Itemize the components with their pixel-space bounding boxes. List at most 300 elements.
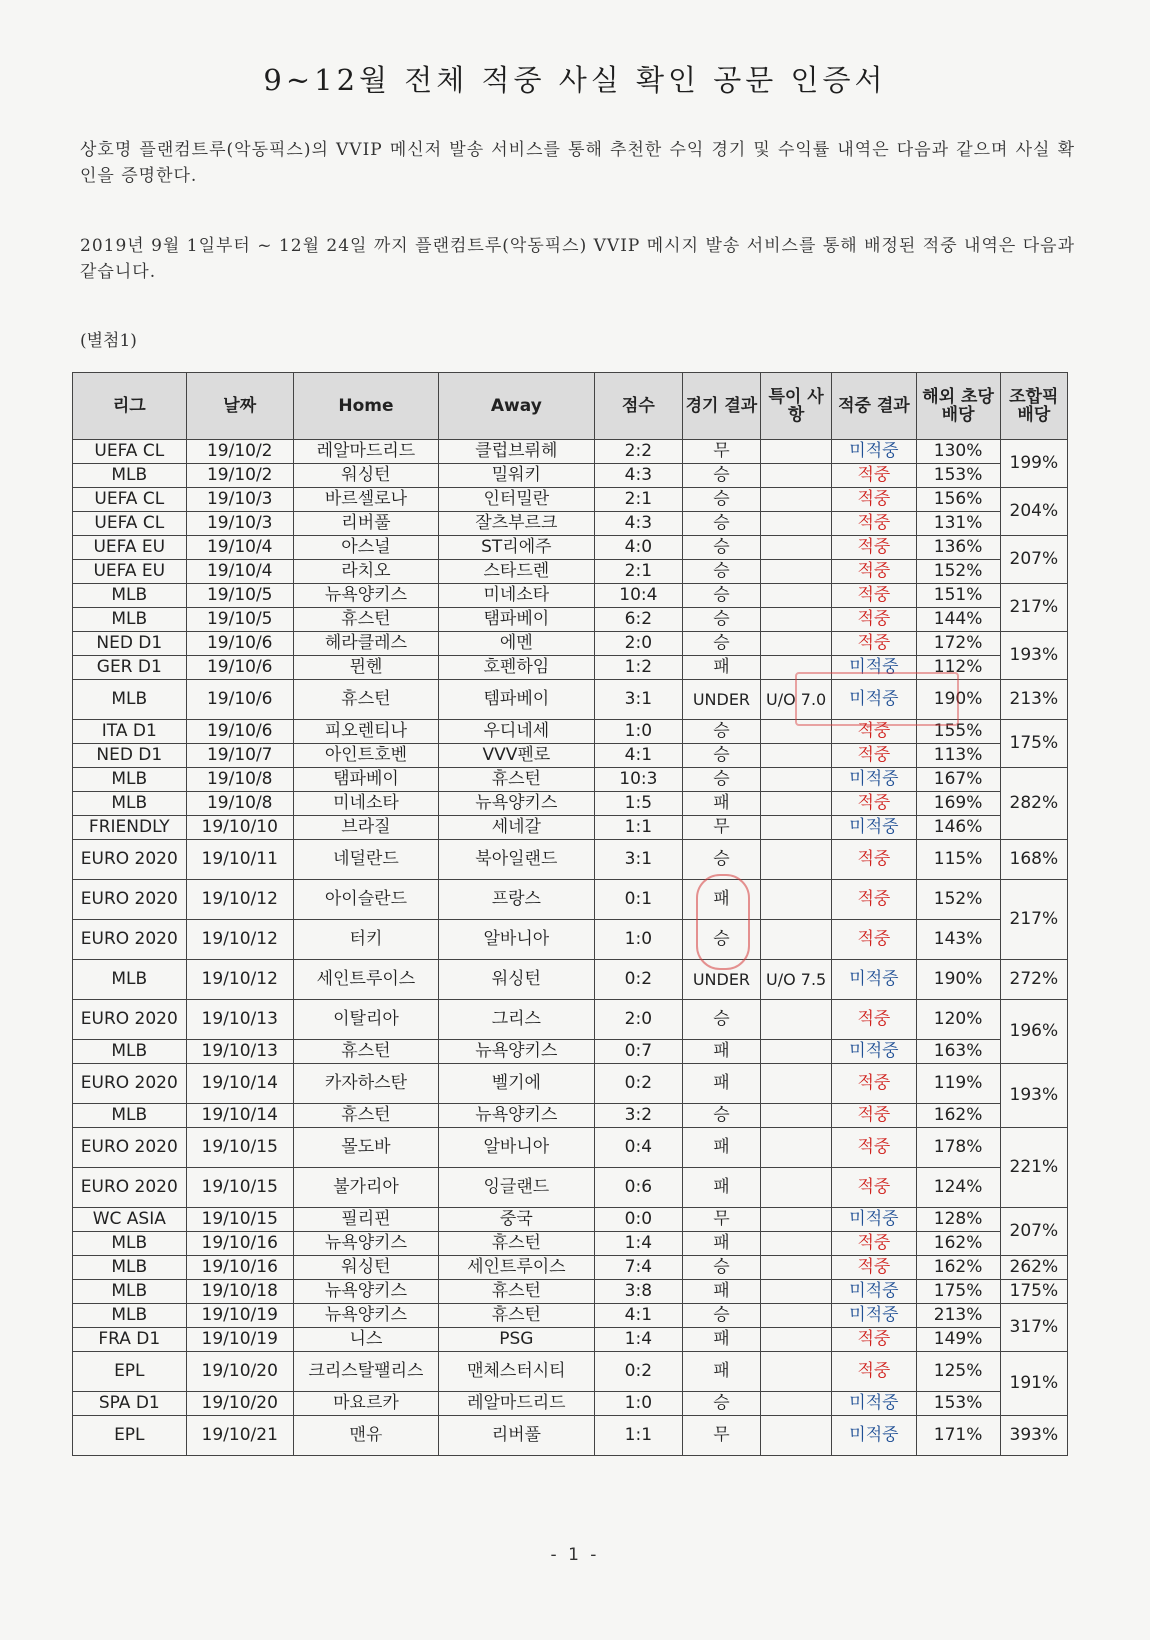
date-cell: 19/10/12 — [186, 880, 293, 920]
league-cell: NED D1 — [73, 632, 187, 656]
away-cell: 잉글랜드 — [439, 1168, 595, 1208]
score-cell: 3:2 — [594, 1104, 682, 1128]
match-result-cell: 패 — [683, 1328, 761, 1352]
date-cell: 19/10/12 — [186, 920, 293, 960]
home-cell: 니스 — [293, 1328, 438, 1352]
match-result-cell: 무 — [683, 440, 761, 464]
score-cell: 3:1 — [594, 840, 682, 880]
league-cell: FRIENDLY — [73, 816, 187, 840]
overseas-odds-cell: 190% — [916, 680, 1000, 720]
header-remarks: 특이 사항 — [760, 373, 832, 440]
table-row — [73, 1064, 1068, 1104]
remarks-cell — [760, 840, 832, 880]
overseas-odds-cell: 153% — [916, 464, 1000, 488]
league-cell: UEFA CL — [73, 488, 187, 512]
table-row — [73, 880, 1068, 920]
overseas-odds-cell: 131% — [916, 512, 1000, 536]
match-result-cell: 패 — [683, 792, 761, 816]
score-cell: 2:1 — [594, 488, 682, 512]
hit-result-cell: 적중 — [832, 1232, 916, 1256]
date-cell: 19/10/2 — [186, 464, 293, 488]
away-cell: 휴스턴 — [439, 1280, 595, 1304]
score-cell: 1:2 — [594, 656, 682, 680]
hit-result-cell: 미적중 — [832, 1040, 916, 1064]
home-cell: 맨유 — [293, 1416, 438, 1456]
remarks-cell — [760, 512, 832, 536]
date-cell: 19/10/6 — [186, 656, 293, 680]
hit-result-cell: 적중 — [832, 920, 916, 960]
hit-result-cell: 적중 — [832, 1328, 916, 1352]
date-cell: 19/10/16 — [186, 1232, 293, 1256]
match-result-cell: 승 — [683, 1304, 761, 1328]
table-header-row — [73, 373, 1068, 440]
overseas-odds-cell: 190% — [916, 960, 1000, 1000]
overseas-odds-cell: 115% — [916, 840, 1000, 880]
combo-odds-cell: 204% — [1000, 488, 1067, 536]
overseas-odds-cell: 153% — [916, 1392, 1000, 1416]
date-cell: 19/10/15 — [186, 1168, 293, 1208]
date-cell: 19/10/6 — [186, 680, 293, 720]
remarks-cell — [760, 1208, 832, 1232]
league-cell: FRA D1 — [73, 1328, 187, 1352]
overseas-odds-cell: 156% — [916, 488, 1000, 512]
home-cell: 워싱턴 — [293, 464, 438, 488]
remarks-cell — [760, 464, 832, 488]
date-cell: 19/10/8 — [186, 792, 293, 816]
table-row — [73, 656, 1068, 680]
combo-odds-cell: 207% — [1000, 1208, 1067, 1256]
overseas-odds-cell: 175% — [916, 1280, 1000, 1304]
remarks-cell: U/O 7.0 — [760, 680, 832, 720]
away-cell: VVV펜로 — [439, 744, 595, 768]
score-cell: 3:8 — [594, 1280, 682, 1304]
home-cell: 워싱턴 — [293, 1256, 438, 1280]
remarks-cell — [760, 584, 832, 608]
hit-result-cell: 미적중 — [832, 1392, 916, 1416]
remarks-cell — [760, 1392, 832, 1416]
overseas-odds-cell: 128% — [916, 1208, 1000, 1232]
table-row — [73, 720, 1068, 744]
combo-odds-cell: 262% — [1000, 1256, 1067, 1280]
home-cell: 아인트호벤 — [293, 744, 438, 768]
overseas-odds-cell: 146% — [916, 816, 1000, 840]
league-cell: MLB — [73, 1232, 187, 1256]
header-date: 날짜 — [186, 373, 293, 440]
hit-result-cell: 적중 — [832, 488, 916, 512]
remarks-cell — [760, 536, 832, 560]
league-cell: MLB — [73, 792, 187, 816]
score-cell: 4:3 — [594, 512, 682, 536]
score-cell: 1:0 — [594, 720, 682, 744]
combo-odds-cell: 175% — [1000, 720, 1067, 768]
away-cell: ST리에주 — [439, 536, 595, 560]
away-cell: 리버풀 — [439, 1416, 595, 1456]
remarks-cell — [760, 720, 832, 744]
home-cell: 뉴욕양키스 — [293, 1232, 438, 1256]
score-cell: 1:4 — [594, 1328, 682, 1352]
header-overseas-odds: 해외 초당 배당 — [916, 373, 1000, 440]
home-cell: 리버풀 — [293, 512, 438, 536]
remarks-cell — [760, 488, 832, 512]
match-result-cell: 승 — [683, 920, 761, 960]
score-cell: 7:4 — [594, 1256, 682, 1280]
table-row — [73, 768, 1068, 792]
away-cell: PSG — [439, 1328, 595, 1352]
league-cell: MLB — [73, 464, 187, 488]
home-cell: 바르셀로나 — [293, 488, 438, 512]
away-cell: 잘츠부르크 — [439, 512, 595, 536]
table-row — [73, 1208, 1068, 1232]
table-row — [73, 632, 1068, 656]
date-cell: 19/10/15 — [186, 1208, 293, 1232]
away-cell: 북아일랜드 — [439, 840, 595, 880]
date-cell: 19/10/20 — [186, 1352, 293, 1392]
score-cell: 1:1 — [594, 816, 682, 840]
header-league: 리그 — [73, 373, 187, 440]
match-result-cell: 패 — [683, 1232, 761, 1256]
match-result-cell: 승 — [683, 1256, 761, 1280]
match-result-cell: 무 — [683, 1416, 761, 1456]
match-result-cell: 승 — [683, 464, 761, 488]
match-result-cell: 승 — [683, 1392, 761, 1416]
overseas-odds-cell: 124% — [916, 1168, 1000, 1208]
match-result-cell: 승 — [683, 512, 761, 536]
results-table — [72, 372, 1068, 1456]
home-cell: 카자하스탄 — [293, 1064, 438, 1104]
league-cell: EURO 2020 — [73, 920, 187, 960]
hit-result-cell: 미적중 — [832, 440, 916, 464]
match-result-cell: 패 — [683, 1168, 761, 1208]
combo-odds-cell: 193% — [1000, 1064, 1067, 1128]
score-cell: 0:1 — [594, 880, 682, 920]
league-cell: GER D1 — [73, 656, 187, 680]
remarks-cell — [760, 1040, 832, 1064]
date-cell: 19/10/14 — [186, 1064, 293, 1104]
league-cell: MLB — [73, 1104, 187, 1128]
combo-odds-cell: 272% — [1000, 960, 1067, 1000]
date-cell: 19/10/15 — [186, 1128, 293, 1168]
score-cell: 1:1 — [594, 1416, 682, 1456]
date-cell: 19/10/2 — [186, 440, 293, 464]
away-cell: 알바니아 — [439, 920, 595, 960]
combo-odds-cell: 282% — [1000, 768, 1067, 840]
score-cell: 0:2 — [594, 960, 682, 1000]
combo-odds-cell: 193% — [1000, 632, 1067, 680]
table-row — [73, 1256, 1068, 1280]
match-result-cell: 승 — [683, 1000, 761, 1040]
away-cell: 스타드렌 — [439, 560, 595, 584]
header-match-result: 경기 결과 — [683, 373, 761, 440]
league-cell: EPL — [73, 1416, 187, 1456]
league-cell: MLB — [73, 1280, 187, 1304]
table-row — [73, 440, 1068, 464]
match-result-cell: 승 — [683, 1104, 761, 1128]
remarks-cell — [760, 1128, 832, 1168]
table-row — [73, 1104, 1068, 1128]
overseas-odds-cell: 130% — [916, 440, 1000, 464]
hit-result-cell: 미적중 — [832, 680, 916, 720]
home-cell: 몰도바 — [293, 1128, 438, 1168]
overseas-odds-cell: 136% — [916, 536, 1000, 560]
overseas-odds-cell: 120% — [916, 1000, 1000, 1040]
away-cell: 워싱턴 — [439, 960, 595, 1000]
score-cell: 1:0 — [594, 1392, 682, 1416]
intro-paragraph: 상호명 플랜컴트루(악동픽스)의 VVIP 메신저 발송 서비스를 통해 추천한 수익 경기 및 수익률 내역은 다음과 같으며 사실 확인을 증명한다. — [80, 140, 1075, 186]
score-cell: 0:0 — [594, 1208, 682, 1232]
date-cell: 19/10/13 — [186, 1040, 293, 1064]
remarks-cell — [760, 1352, 832, 1392]
league-cell: EPL — [73, 1352, 187, 1392]
score-cell: 2:0 — [594, 1000, 682, 1040]
league-cell: MLB — [73, 768, 187, 792]
away-cell: 벨기에 — [439, 1064, 595, 1104]
hit-result-cell: 미적중 — [832, 656, 916, 680]
remarks-cell — [760, 1256, 832, 1280]
table-row — [73, 960, 1068, 1000]
table-row — [73, 920, 1068, 960]
league-cell: SPA D1 — [73, 1392, 187, 1416]
away-cell: 세인트루이스 — [439, 1256, 595, 1280]
home-cell: 탬파베이 — [293, 768, 438, 792]
hit-result-cell: 적중 — [832, 632, 916, 656]
date-cell: 19/10/5 — [186, 608, 293, 632]
score-cell: 0:2 — [594, 1352, 682, 1392]
hit-result-cell: 적중 — [832, 1000, 916, 1040]
away-cell: 휴스턴 — [439, 768, 595, 792]
header-combo-odds: 조합픽 배당 — [1000, 373, 1067, 440]
date-cell: 19/10/14 — [186, 1104, 293, 1128]
combo-odds-cell: 221% — [1000, 1128, 1067, 1208]
remarks-cell — [760, 1328, 832, 1352]
away-cell: 미네소타 — [439, 584, 595, 608]
league-cell: EURO 2020 — [73, 1000, 187, 1040]
remarks-cell — [760, 1416, 832, 1456]
combo-odds-cell: 317% — [1000, 1304, 1067, 1352]
away-cell: 그리스 — [439, 1000, 595, 1040]
results-body — [73, 440, 1068, 1456]
overseas-odds-cell: 143% — [916, 920, 1000, 960]
league-cell: EURO 2020 — [73, 1168, 187, 1208]
away-cell: 뉴욕양키스 — [439, 1104, 595, 1128]
league-cell: WC ASIA — [73, 1208, 187, 1232]
remarks-cell — [760, 1000, 832, 1040]
hit-result-cell: 미적중 — [832, 768, 916, 792]
remarks-cell — [760, 816, 832, 840]
table-row — [73, 560, 1068, 584]
remarks-cell — [760, 560, 832, 584]
home-cell: 라치오 — [293, 560, 438, 584]
home-cell: 네덜란드 — [293, 840, 438, 880]
match-result-cell: UNDER — [683, 680, 761, 720]
combo-odds-cell: 191% — [1000, 1352, 1067, 1416]
away-cell: 밀워키 — [439, 464, 595, 488]
hit-result-cell: 적중 — [832, 512, 916, 536]
league-cell: EURO 2020 — [73, 840, 187, 880]
away-cell: 중국 — [439, 1208, 595, 1232]
match-result-cell: 승 — [683, 720, 761, 744]
hit-result-cell: 적중 — [832, 536, 916, 560]
table-row — [73, 816, 1068, 840]
combo-odds-cell: 175% — [1000, 1280, 1067, 1304]
home-cell: 휴스턴 — [293, 608, 438, 632]
hit-result-cell: 적중 — [832, 880, 916, 920]
score-cell: 0:4 — [594, 1128, 682, 1168]
overseas-odds-cell: 162% — [916, 1232, 1000, 1256]
table-row — [73, 744, 1068, 768]
date-cell: 19/10/4 — [186, 560, 293, 584]
home-cell: 뉴욕양키스 — [293, 584, 438, 608]
match-result-cell: 패 — [683, 1040, 761, 1064]
date-cell: 19/10/19 — [186, 1304, 293, 1328]
home-cell: 피오렌티나 — [293, 720, 438, 744]
match-result-cell: 무 — [683, 1208, 761, 1232]
hit-result-cell: 미적중 — [832, 1280, 916, 1304]
hit-result-cell: 적중 — [832, 1128, 916, 1168]
overseas-odds-cell: 178% — [916, 1128, 1000, 1168]
away-cell: 뉴욕양키스 — [439, 1040, 595, 1064]
remarks-cell — [760, 1168, 832, 1208]
table-row — [73, 1352, 1068, 1392]
hit-result-cell: 적중 — [832, 1064, 916, 1104]
away-cell: 휴스턴 — [439, 1232, 595, 1256]
match-result-cell: 승 — [683, 584, 761, 608]
combo-odds-cell: 217% — [1000, 584, 1067, 632]
away-cell: 우디네세 — [439, 720, 595, 744]
header-away: Away — [439, 373, 595, 440]
away-cell: 뉴욕양키스 — [439, 792, 595, 816]
score-cell: 4:1 — [594, 1304, 682, 1328]
home-cell: 미네소타 — [293, 792, 438, 816]
match-result-cell: 승 — [683, 768, 761, 792]
remarks-cell — [760, 632, 832, 656]
date-cell: 19/10/20 — [186, 1392, 293, 1416]
match-result-cell: 승 — [683, 536, 761, 560]
league-cell: MLB — [73, 584, 187, 608]
score-cell: 6:2 — [594, 608, 682, 632]
table-row — [73, 1304, 1068, 1328]
hit-result-cell: 적중 — [832, 560, 916, 584]
home-cell: 아스널 — [293, 536, 438, 560]
league-cell: UEFA CL — [73, 440, 187, 464]
attachment-label: (별첨1) — [80, 331, 137, 351]
hit-result-cell: 미적중 — [832, 1304, 916, 1328]
overseas-odds-cell: 162% — [916, 1104, 1000, 1128]
match-result-cell: 승 — [683, 608, 761, 632]
table-row — [73, 464, 1068, 488]
overseas-odds-cell: 169% — [916, 792, 1000, 816]
home-cell: 레알마드리드 — [293, 440, 438, 464]
away-cell: 세네갈 — [439, 816, 595, 840]
away-cell: 프랑스 — [439, 880, 595, 920]
score-cell: 2:2 — [594, 440, 682, 464]
away-cell: 알바니아 — [439, 1128, 595, 1168]
date-cell: 19/10/12 — [186, 960, 293, 1000]
score-cell: 3:1 — [594, 680, 682, 720]
match-result-cell: 패 — [683, 1064, 761, 1104]
league-cell: MLB — [73, 1040, 187, 1064]
match-result-cell: 승 — [683, 840, 761, 880]
hit-result-cell: 적중 — [832, 840, 916, 880]
league-cell: UEFA EU — [73, 560, 187, 584]
hit-result-cell: 적중 — [832, 744, 916, 768]
table-row — [73, 608, 1068, 632]
home-cell: 터키 — [293, 920, 438, 960]
remarks-cell — [760, 792, 832, 816]
combo-odds-cell: 199% — [1000, 440, 1067, 488]
remarks-cell — [760, 1232, 832, 1256]
hit-result-cell: 적중 — [832, 584, 916, 608]
score-cell: 0:7 — [594, 1040, 682, 1064]
hit-result-cell: 적중 — [832, 792, 916, 816]
league-cell: EURO 2020 — [73, 1128, 187, 1168]
table-row — [73, 1168, 1068, 1208]
overseas-odds-cell: 162% — [916, 1256, 1000, 1280]
table-row — [73, 1000, 1068, 1040]
away-cell: 휴스턴 — [439, 1304, 595, 1328]
remarks-cell — [760, 744, 832, 768]
remarks-cell — [760, 768, 832, 792]
table-row — [73, 584, 1068, 608]
overseas-odds-cell: 144% — [916, 608, 1000, 632]
overseas-odds-cell: 167% — [916, 768, 1000, 792]
page-number: - 1 - — [550, 1545, 600, 1565]
table-row — [73, 792, 1068, 816]
away-cell: 탬파베이 — [439, 608, 595, 632]
remarks-cell — [760, 440, 832, 464]
date-cell: 19/10/13 — [186, 1000, 293, 1040]
date-cell: 19/10/4 — [186, 536, 293, 560]
table-row — [73, 680, 1068, 720]
overseas-odds-cell: 152% — [916, 560, 1000, 584]
score-cell: 2:0 — [594, 632, 682, 656]
home-cell: 헤라클레스 — [293, 632, 438, 656]
remarks-cell — [760, 1304, 832, 1328]
overseas-odds-cell: 151% — [916, 584, 1000, 608]
date-cell: 19/10/21 — [186, 1416, 293, 1456]
combo-odds-cell: 217% — [1000, 880, 1067, 960]
away-cell: 레알마드리드 — [439, 1392, 595, 1416]
hit-result-cell: 미적중 — [832, 1416, 916, 1456]
home-cell: 휴스턴 — [293, 1040, 438, 1064]
league-cell: MLB — [73, 608, 187, 632]
league-cell: UEFA EU — [73, 536, 187, 560]
table-row — [73, 488, 1068, 512]
period-paragraph: 2019년 9월 1일부터 ~ 12월 24일 까지 플랜컴트루(악동픽스) VVIP 메시지 발송 서비스를 통해 배정된 적중 내역은 다음과 같습니다. — [80, 236, 1075, 282]
match-result-cell: 승 — [683, 488, 761, 512]
date-cell: 19/10/7 — [186, 744, 293, 768]
league-cell: MLB — [73, 680, 187, 720]
overseas-odds-cell: 119% — [916, 1064, 1000, 1104]
overseas-odds-cell: 163% — [916, 1040, 1000, 1064]
remarks-cell — [760, 608, 832, 632]
match-result-cell: 승 — [683, 560, 761, 584]
combo-odds-cell: 168% — [1000, 840, 1067, 880]
page-title: 9~12월 전체 적중 사실 확인 공문 인증서 — [263, 63, 887, 97]
date-cell: 19/10/6 — [186, 632, 293, 656]
table-row — [73, 1416, 1068, 1456]
home-cell: 불가리아 — [293, 1168, 438, 1208]
date-cell: 19/10/19 — [186, 1328, 293, 1352]
home-cell: 브라질 — [293, 816, 438, 840]
remarks-cell — [760, 880, 832, 920]
league-cell: MLB — [73, 960, 187, 1000]
table-row — [73, 1040, 1068, 1064]
league-cell: MLB — [73, 1304, 187, 1328]
score-cell: 0:2 — [594, 1064, 682, 1104]
date-cell: 19/10/3 — [186, 488, 293, 512]
league-cell: MLB — [73, 1256, 187, 1280]
away-cell: 맨체스터시티 — [439, 1352, 595, 1392]
